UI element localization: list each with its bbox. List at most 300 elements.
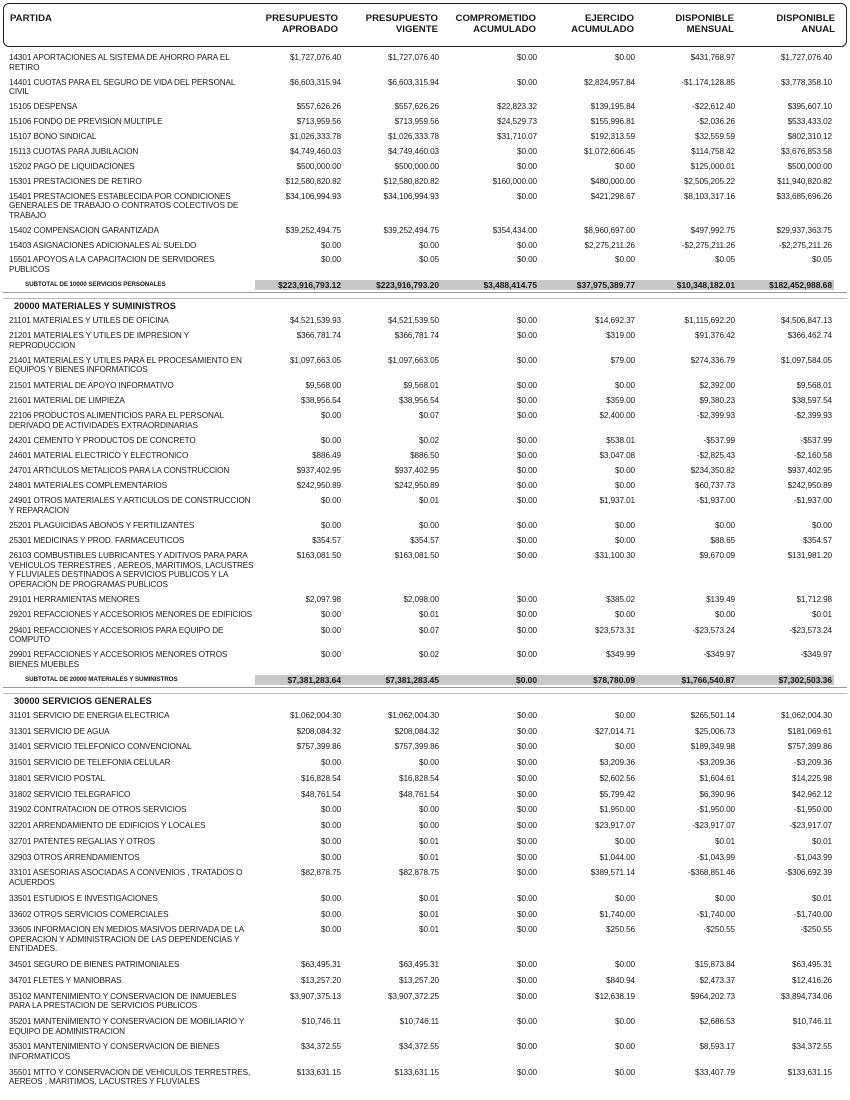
amount-cell: -$1,740.00 xyxy=(696,909,735,919)
amount-cell: $0.00 xyxy=(321,852,341,862)
partida-label: 35201 MANTENIMIENTO Y CONSERVACION DE MOBILIARIO Y EQUIPO DE ADMINISTRACION xyxy=(9,1017,245,1036)
amount-cell: $6,390.96 xyxy=(699,789,735,799)
amount-cell: $0.00 xyxy=(419,805,439,815)
amount-cell: -$1,043.99 xyxy=(793,852,832,862)
amount-cell: $0.00 xyxy=(517,868,537,878)
amount-cell: $0.02 xyxy=(419,435,439,445)
table-row xyxy=(0,910,850,920)
amount-cell: $1,072,606.45 xyxy=(583,146,635,156)
amount-cell: $1,097,663.05 xyxy=(387,355,439,365)
amount-cell: $13,257.20 xyxy=(301,975,341,985)
amount-cell: $34,106,994.93 xyxy=(285,191,341,201)
amount-cell: $38,956.54 xyxy=(301,395,341,405)
amount-cell: $0.00 xyxy=(321,625,341,635)
header-line: DISPONIBLE xyxy=(675,13,734,24)
table-row xyxy=(0,356,850,375)
amount-cell: $0.00 xyxy=(321,255,341,265)
amount-cell: $0.02 xyxy=(419,650,439,660)
amount-cell: $937,402.95 xyxy=(296,465,341,475)
amount-cell: $1,097,663.05 xyxy=(289,355,341,365)
amount-cell: $5,799.42 xyxy=(599,789,635,799)
amount-cell: $0.00 xyxy=(615,836,635,846)
amount-cell: $0.00 xyxy=(615,742,635,752)
amount-cell: $0.00 xyxy=(517,146,537,156)
amount-cell: $133,631.15 xyxy=(296,1067,341,1077)
table-row xyxy=(0,436,850,446)
subtotal-amount: $37,975,389.77 xyxy=(539,280,637,290)
header-line: EJERCIDO xyxy=(584,13,634,24)
table-row xyxy=(0,758,850,768)
table-row xyxy=(0,992,850,1011)
amount-cell: $0.00 xyxy=(321,435,341,445)
amount-cell: $0.00 xyxy=(517,836,537,846)
amount-cell: -$1,740.00 xyxy=(793,909,832,919)
amount-cell: $500,000.00 xyxy=(394,161,439,171)
amount-cell: $9,568.01 xyxy=(796,380,832,390)
amount-cell: $4,521,539.50 xyxy=(387,316,439,325)
partida-label: 35301 MANTENIMIENTO Y CONSERVACION DE BIENES INFORMATICOS xyxy=(9,1042,220,1061)
amount-cell: $3,676,853.58 xyxy=(780,146,832,156)
amount-cell: $1,062,004.30 xyxy=(387,711,439,720)
amount-cell: $0.01 xyxy=(419,852,439,862)
amount-cell: $15,873.84 xyxy=(695,960,735,970)
header-line: APROBADO xyxy=(282,24,338,35)
table-row xyxy=(0,255,850,274)
table-row xyxy=(0,774,850,784)
amount-cell: -$1,950.00 xyxy=(696,805,735,815)
partida-label: 32903 OTROS ARRENDAMIENTOS xyxy=(9,852,140,862)
amount-cell: $0.00 xyxy=(517,975,537,985)
amount-cell: -$3,209.36 xyxy=(793,758,832,768)
amount-cell: $0.01 xyxy=(812,893,832,903)
amount-cell: $0.00 xyxy=(615,1042,635,1052)
amount-cell: $500,000.00 xyxy=(787,161,832,171)
amount-cell: $0.01 xyxy=(419,909,439,919)
amount-cell: $3,907,375.13 xyxy=(289,991,341,1001)
subtotal-amount: $1,766,540.87 xyxy=(637,675,737,685)
table-row xyxy=(0,894,850,904)
amount-cell: $63,495.31 xyxy=(399,960,439,970)
amount-cell: $431,768.97 xyxy=(690,53,735,62)
amount-cell: $0.00 xyxy=(517,805,537,815)
amount-cell: $27,014.71 xyxy=(595,726,635,736)
amount-cell: $265,501.14 xyxy=(690,711,735,720)
comprometido-acumulado-header xyxy=(456,13,536,35)
table-row xyxy=(0,331,850,350)
partida-label: 15202 PAGO DE LIQUIDACIONES xyxy=(9,161,135,171)
table-row xyxy=(0,790,850,800)
amount-cell: $757,399.86 xyxy=(394,742,439,752)
presupuesto-aprobado-header xyxy=(266,13,338,35)
table-row xyxy=(0,711,850,721)
amount-cell: $0.00 xyxy=(517,742,537,752)
amount-cell: $0.00 xyxy=(517,852,537,862)
table-row xyxy=(0,451,850,461)
partida-label: 29101 HERRAMIENTAS MENORES xyxy=(9,595,140,605)
partida-label: 29901 REFACCIONES Y ACCESORIOS MENORES OTROS BIENES MUEBLES xyxy=(9,650,228,669)
amount-cell: $354.57 xyxy=(803,536,832,546)
amount-cell: $0.00 xyxy=(321,410,341,420)
table-row xyxy=(0,53,850,72)
amount-cell: $421,298.67 xyxy=(590,191,635,201)
amount-cell: $2,400.00 xyxy=(599,410,635,420)
amount-cell: $3,047.08 xyxy=(599,450,635,460)
amount-cell: -$2,825.43 xyxy=(696,450,735,460)
amount-cell: $2,505,205.22 xyxy=(683,176,735,186)
amount-cell: $0.00 xyxy=(517,521,537,530)
amount-cell: $1,026,333.78 xyxy=(387,131,439,141)
amount-cell: $82,878.75 xyxy=(399,868,439,878)
amount-cell: $964,202.73 xyxy=(690,991,735,1001)
amount-cell: $497,992.75 xyxy=(690,225,735,235)
partida-label: 21401 MATERIALES Y UTILES PARA EL PROCESAMIENTO EN EQUIPOS Y BIENES INFORMATICOS xyxy=(9,355,242,375)
table-row xyxy=(0,1042,850,1061)
amount-cell: $163,081.50 xyxy=(394,551,439,561)
amount-cell: $0.01 xyxy=(812,610,832,620)
amount-cell: $24,529.73 xyxy=(497,116,537,126)
amount-cell: $0.00 xyxy=(517,395,537,405)
amount-cell: $3,894,734.06 xyxy=(780,991,832,1001)
amount-cell: $9,670.09 xyxy=(699,551,735,561)
table-row xyxy=(0,117,850,127)
amount-cell: -$23,573.24 xyxy=(692,625,735,635)
header-line: COMPROMETIDO xyxy=(455,13,536,24)
partida-label: 31501 SERVICIO DE TELEFONIA CELULAR xyxy=(9,758,171,768)
amount-cell: $0.00 xyxy=(517,161,537,171)
partida-label: 33605 INFORMACION EN MEDIOS MASIVOS DERIVADA DE LA OPERACION Y ADMINISTRACION DE LAS DEPENDENCIAS Y ENTIDADES. xyxy=(9,925,244,954)
amount-cell: $0.00 xyxy=(419,758,439,768)
amount-cell: $79.00 xyxy=(610,355,635,365)
amount-cell: -$2,399.93 xyxy=(793,410,832,420)
amount-cell: $0.00 xyxy=(419,821,439,831)
subtotal-amount: $7,381,283.64 xyxy=(255,675,343,685)
table-row xyxy=(0,821,850,831)
amount-cell: $0.00 xyxy=(615,610,635,620)
amount-cell: $9,568.01 xyxy=(403,380,439,390)
amount-cell: $0.00 xyxy=(321,925,341,935)
amount-cell: $0.00 xyxy=(517,240,537,250)
amount-cell: $0.00 xyxy=(321,758,341,768)
amount-cell: $0.01 xyxy=(419,836,439,846)
partida-label: 32201 ARRENDAMIENTO DE EDIFICIOS Y LOCALES xyxy=(9,821,206,831)
amount-cell: $359.00 xyxy=(606,395,635,405)
amount-cell: $23,573.31 xyxy=(595,625,635,635)
table-row xyxy=(0,837,850,847)
amount-cell: $9,568.00 xyxy=(305,380,341,390)
amount-cell: $139.49 xyxy=(706,595,735,605)
amount-cell: $12,416.26 xyxy=(792,975,832,985)
amount-cell: $0.00 xyxy=(517,773,537,783)
amount-cell: -$349.97 xyxy=(800,650,832,660)
amount-cell: $32,559.59 xyxy=(695,131,735,141)
amount-cell: $33,685,696.26 xyxy=(776,191,832,201)
section-divider xyxy=(3,693,847,694)
amount-cell: $0.05 xyxy=(419,255,439,265)
amount-cell: $0.00 xyxy=(517,496,537,506)
section-divider xyxy=(3,298,847,299)
amount-cell: $0.00 xyxy=(517,991,537,1001)
amount-cell: $0.05 xyxy=(715,255,735,265)
amount-cell: $0.00 xyxy=(517,1042,537,1052)
amount-cell: -$349.97 xyxy=(703,650,735,660)
amount-cell: $886.49 xyxy=(312,450,341,460)
amount-cell: $0.00 xyxy=(715,610,735,620)
disponible-anual-header xyxy=(776,13,835,35)
partida-label: 21201 MATERIALES Y UTILES DE IMPRESION Y REPRODUCCION xyxy=(9,331,189,350)
table-row xyxy=(0,960,850,970)
table-row xyxy=(0,481,850,491)
amount-cell: $366,781.74 xyxy=(394,331,439,341)
amount-cell: $88.65 xyxy=(710,536,735,546)
partida-label: 31801 SERVICIO POSTAL xyxy=(9,773,105,783)
amount-cell: $0.00 xyxy=(321,909,341,919)
amount-cell: $0.00 xyxy=(517,450,537,460)
partida-label: 26103 COMBUSTIBLES LUBRICANTES Y ADITIVOS PARA PARA VEHICULOS TERRESTRES , AEREOS, MARITIMOS, LACUSTRES Y FLUVIALES DESTINADOS A SERVICIOS PUBLICOS Y LA OPERACIÓN DE PROGRAMAS PUBLICOS xyxy=(9,551,254,590)
amount-cell: $0.07 xyxy=(419,410,439,420)
table-row xyxy=(0,1068,850,1087)
header-line: ACUMULADO xyxy=(571,24,634,35)
amount-cell: $0.00 xyxy=(812,521,832,530)
partida-label: 15501 APOYOS A LA CAPACITACION DE SERVIDORES PUBLICOS xyxy=(9,255,215,275)
amount-cell: $125,000.01 xyxy=(690,161,735,171)
partida-label: 21501 MATERIAL DE APOYO INFORMATIVO xyxy=(9,380,174,390)
amount-cell: $557,626.26 xyxy=(394,102,439,112)
amount-cell: $31,710.07 xyxy=(497,131,537,141)
partida-label: 33501 ESTUDIOS E INVESTIGACIONES xyxy=(9,893,158,903)
partida-label: 15402 COMPENSACION GARANTIZADA xyxy=(9,225,159,235)
partida-label: 15106 FONDO DE PREVISION MULTIPLE xyxy=(9,116,163,126)
amount-cell: $10,746.11 xyxy=(301,1017,341,1026)
amount-cell: $155,996.81 xyxy=(590,116,635,126)
subtotal-divider xyxy=(3,687,847,688)
amount-cell: $2,473.37 xyxy=(699,975,735,985)
table-row xyxy=(0,316,850,326)
table-row xyxy=(0,381,850,391)
amount-cell: $0.00 xyxy=(517,625,537,635)
amount-cell: $4,749,460.03 xyxy=(289,146,341,156)
table-row xyxy=(0,868,850,887)
amount-cell: $366,781.74 xyxy=(296,331,341,341)
amount-cell: $3,778,358.10 xyxy=(780,77,832,87)
subtotal-amount: $10,348,182.01 xyxy=(637,280,737,290)
amount-cell: $14,692.37 xyxy=(595,316,635,325)
amount-cell: $0.00 xyxy=(517,380,537,390)
header-line: PRESUPUESTO xyxy=(265,13,338,24)
amount-cell: $557,626.26 xyxy=(296,102,341,112)
subtotal-label: SUBTOTAL DE 20000 MATERIALES Y SUMINISTROS xyxy=(25,676,178,683)
table-row xyxy=(0,177,850,187)
amount-cell: $0.01 xyxy=(419,496,439,506)
table-row xyxy=(0,78,850,97)
amount-cell: $39,252,494.75 xyxy=(383,225,439,235)
partida-label: 15107 BONO SINDICAL xyxy=(9,131,97,141)
table-row xyxy=(0,925,850,954)
amount-cell: $0.00 xyxy=(517,536,537,546)
amount-cell: -$2,399.93 xyxy=(696,410,735,420)
amount-cell: -$250.55 xyxy=(800,925,832,935)
amount-cell: $0.00 xyxy=(517,789,537,799)
amount-cell: $0.00 xyxy=(615,53,635,62)
table-row xyxy=(0,742,850,752)
ejercido-acumulado-header xyxy=(571,13,634,35)
amount-cell: $757,399.86 xyxy=(787,742,832,752)
partida-label: 29401 REFACCIONES Y ACCESORIOS PARA EQUIPO DE COMPUTO xyxy=(9,625,224,645)
amount-cell: $0.00 xyxy=(615,711,635,720)
amount-cell: -$306,692.39 xyxy=(784,868,832,878)
amount-cell: $242,950.89 xyxy=(394,481,439,491)
subtotal-row xyxy=(0,280,850,290)
amount-cell: $0.00 xyxy=(615,161,635,171)
amount-cell: $0.00 xyxy=(321,521,341,530)
amount-cell: $2,098.00 xyxy=(403,595,439,605)
partida-label: 14401 CUOTAS PARA EL SEGURO DE VIDA DEL PERSONAL CIVIL xyxy=(9,77,236,97)
amount-cell: $0.01 xyxy=(715,836,735,846)
table-row xyxy=(0,192,850,221)
subtotal-divider xyxy=(3,292,847,293)
amount-cell: $12,638.19 xyxy=(595,991,635,1001)
partida-label: 25301 MEDICINAS Y PROD. FARMACEUTICOS xyxy=(9,536,185,546)
table-row xyxy=(0,595,850,605)
amount-cell: $39,252,494.75 xyxy=(285,225,341,235)
partida-label: 31802 SERVICIO TELEGRAFICO xyxy=(9,789,131,799)
amount-cell: $114,758.42 xyxy=(691,146,735,156)
amount-cell: $0.00 xyxy=(517,909,537,919)
amount-cell: $0.00 xyxy=(321,893,341,903)
amount-cell: $0.00 xyxy=(517,481,537,491)
table-row xyxy=(0,853,850,863)
amount-cell: $886.50 xyxy=(410,450,439,460)
amount-cell: $0.00 xyxy=(517,435,537,445)
amount-cell: $1,062,004.30 xyxy=(289,711,341,720)
amount-cell: $0.00 xyxy=(517,191,537,201)
amount-cell: $34,106,994.93 xyxy=(383,191,439,201)
table-row xyxy=(0,727,850,737)
amount-cell: $16,828.54 xyxy=(301,773,341,783)
amount-cell: $48,761.54 xyxy=(301,789,341,799)
amount-cell: $0.00 xyxy=(419,521,439,530)
partida-label: 15105 DESPENSA xyxy=(9,102,78,112)
amount-cell: $395,607.10 xyxy=(787,102,832,112)
amount-cell: $131,981.20 xyxy=(787,551,832,561)
amount-cell: $0.01 xyxy=(812,836,832,846)
amount-cell: $34,372.55 xyxy=(399,1042,439,1052)
amount-cell: $349.99 xyxy=(606,650,635,660)
amount-cell: $0.00 xyxy=(615,521,635,530)
amount-cell: $480,000.00 xyxy=(590,176,635,186)
subtotal-amount: $223,916,793.20 xyxy=(343,280,441,290)
amount-cell: $0.01 xyxy=(419,610,439,620)
amount-cell: $8,103,317.16 xyxy=(683,191,735,201)
section-title: 30000 SERVICIOS GENERALES xyxy=(14,696,152,706)
presupuesto-vigente-header xyxy=(366,13,438,35)
partida-label: 21601 MATERIAL DE LIMPIEZA xyxy=(9,395,125,405)
amount-cell: -$368,851.46 xyxy=(687,868,735,878)
table-row xyxy=(0,396,850,406)
amount-cell: $13,257.20 xyxy=(399,975,439,985)
section-title: 20000 MATERIALES Y SUMINISTROS xyxy=(14,301,176,311)
amount-cell: $354,434.00 xyxy=(492,225,537,235)
table-row xyxy=(0,610,850,620)
amount-cell: $60,737.73 xyxy=(695,481,735,491)
partida-label: 24701 ARTICULOS METALICOS PARA LA CONSTRUCCION xyxy=(9,465,230,475)
amount-cell: $0.00 xyxy=(615,1067,635,1077)
table-row xyxy=(0,536,850,546)
amount-cell: -$23,917.07 xyxy=(789,821,832,831)
table-row xyxy=(0,226,850,236)
amount-cell: $0.00 xyxy=(615,255,635,265)
amount-cell: $385.02 xyxy=(606,595,635,605)
partida-label: 15403 ASIGNACIONES ADICIONALES AL SUELDO xyxy=(9,240,197,250)
amount-cell: $0.00 xyxy=(517,53,537,62)
amount-cell: -$537.99 xyxy=(703,435,735,445)
amount-cell: $10,746.11 xyxy=(399,1017,439,1026)
partida-label: 24801 MATERIALES COMPLEMENTARIOS xyxy=(9,481,168,491)
amount-cell: $3,907,372.25 xyxy=(387,991,439,1001)
amount-cell: $0.05 xyxy=(812,255,832,265)
amount-cell: $160,000.00 xyxy=(492,176,537,186)
amount-cell: $1,062,004.30 xyxy=(780,711,832,720)
table-row xyxy=(0,1017,850,1036)
amount-cell: $4,521,539.93 xyxy=(289,316,341,325)
amount-cell: $1,937.01 xyxy=(599,496,635,506)
amount-cell: $0.00 xyxy=(615,481,635,491)
amount-cell: $0.00 xyxy=(615,536,635,546)
partida-label: 31902 CONTRATACION DE OTROS SERVICIOS xyxy=(9,805,187,815)
amount-cell: $0.00 xyxy=(321,240,341,250)
partida-label: 31401 SERVICIO TELEFONICO CONVENCIONAL xyxy=(9,742,192,752)
amount-cell: -$23,573.24 xyxy=(789,625,832,635)
amount-cell: -$2,275,211.26 xyxy=(778,240,832,250)
amount-cell: $354.57 xyxy=(312,536,341,546)
amount-cell: $937,402.95 xyxy=(394,465,439,475)
amount-cell: $189,349.98 xyxy=(690,742,735,752)
amount-cell: $802,310.12 xyxy=(787,131,832,141)
amount-cell: -$1,950.00 xyxy=(793,805,832,815)
amount-cell: $319.00 xyxy=(606,331,635,341)
amount-cell: $2,686.53 xyxy=(699,1017,735,1026)
amount-cell: $0.00 xyxy=(517,960,537,970)
amount-cell: $0.01 xyxy=(419,925,439,935)
amount-cell: $38,956.54 xyxy=(399,395,439,405)
amount-cell: $0.00 xyxy=(517,726,537,736)
partida-label: 25201 PLAGUICIDAS ABONOS Y FERTILIZANTES xyxy=(9,521,195,530)
amount-cell: $0.00 xyxy=(517,610,537,620)
amount-cell: $0.00 xyxy=(517,551,537,561)
amount-cell: $840.94 xyxy=(606,975,635,985)
amount-cell: $0.01 xyxy=(419,893,439,903)
subtotal-amount: $223,916,793.12 xyxy=(255,280,343,290)
partida-label: 14301 APORTACIONES AL SISTEMA DE AHORRO PARA EL RETIRO xyxy=(9,53,230,72)
amount-cell: $8,593.17 xyxy=(699,1042,735,1052)
amount-cell: $63,495.31 xyxy=(792,960,832,970)
amount-cell: $0.00 xyxy=(517,355,537,365)
amount-cell: $0.00 xyxy=(321,821,341,831)
header-line: VIGENTE xyxy=(395,24,438,35)
table-row xyxy=(0,466,850,476)
disponible-mensual-header xyxy=(675,13,734,35)
amount-cell: -$3,209.36 xyxy=(696,758,735,768)
partida-label: 24901 OTROS MATERIALES Y ARTICULOS DE CONSTRUCCION Y REPARACION xyxy=(9,496,251,515)
amount-cell: $63,495.31 xyxy=(301,960,341,970)
amount-cell: $31,100.30 xyxy=(595,551,635,561)
subtotal-amount: $7,302,503.36 xyxy=(737,675,834,685)
table-row xyxy=(0,411,850,430)
amount-cell: $0.00 xyxy=(517,1017,537,1026)
amount-cell: -$2,275,211.26 xyxy=(681,240,735,250)
amount-cell: $48,761.54 xyxy=(399,789,439,799)
amount-cell: $1,727,076.40 xyxy=(780,53,832,62)
amount-cell: $713,959.56 xyxy=(296,116,341,126)
